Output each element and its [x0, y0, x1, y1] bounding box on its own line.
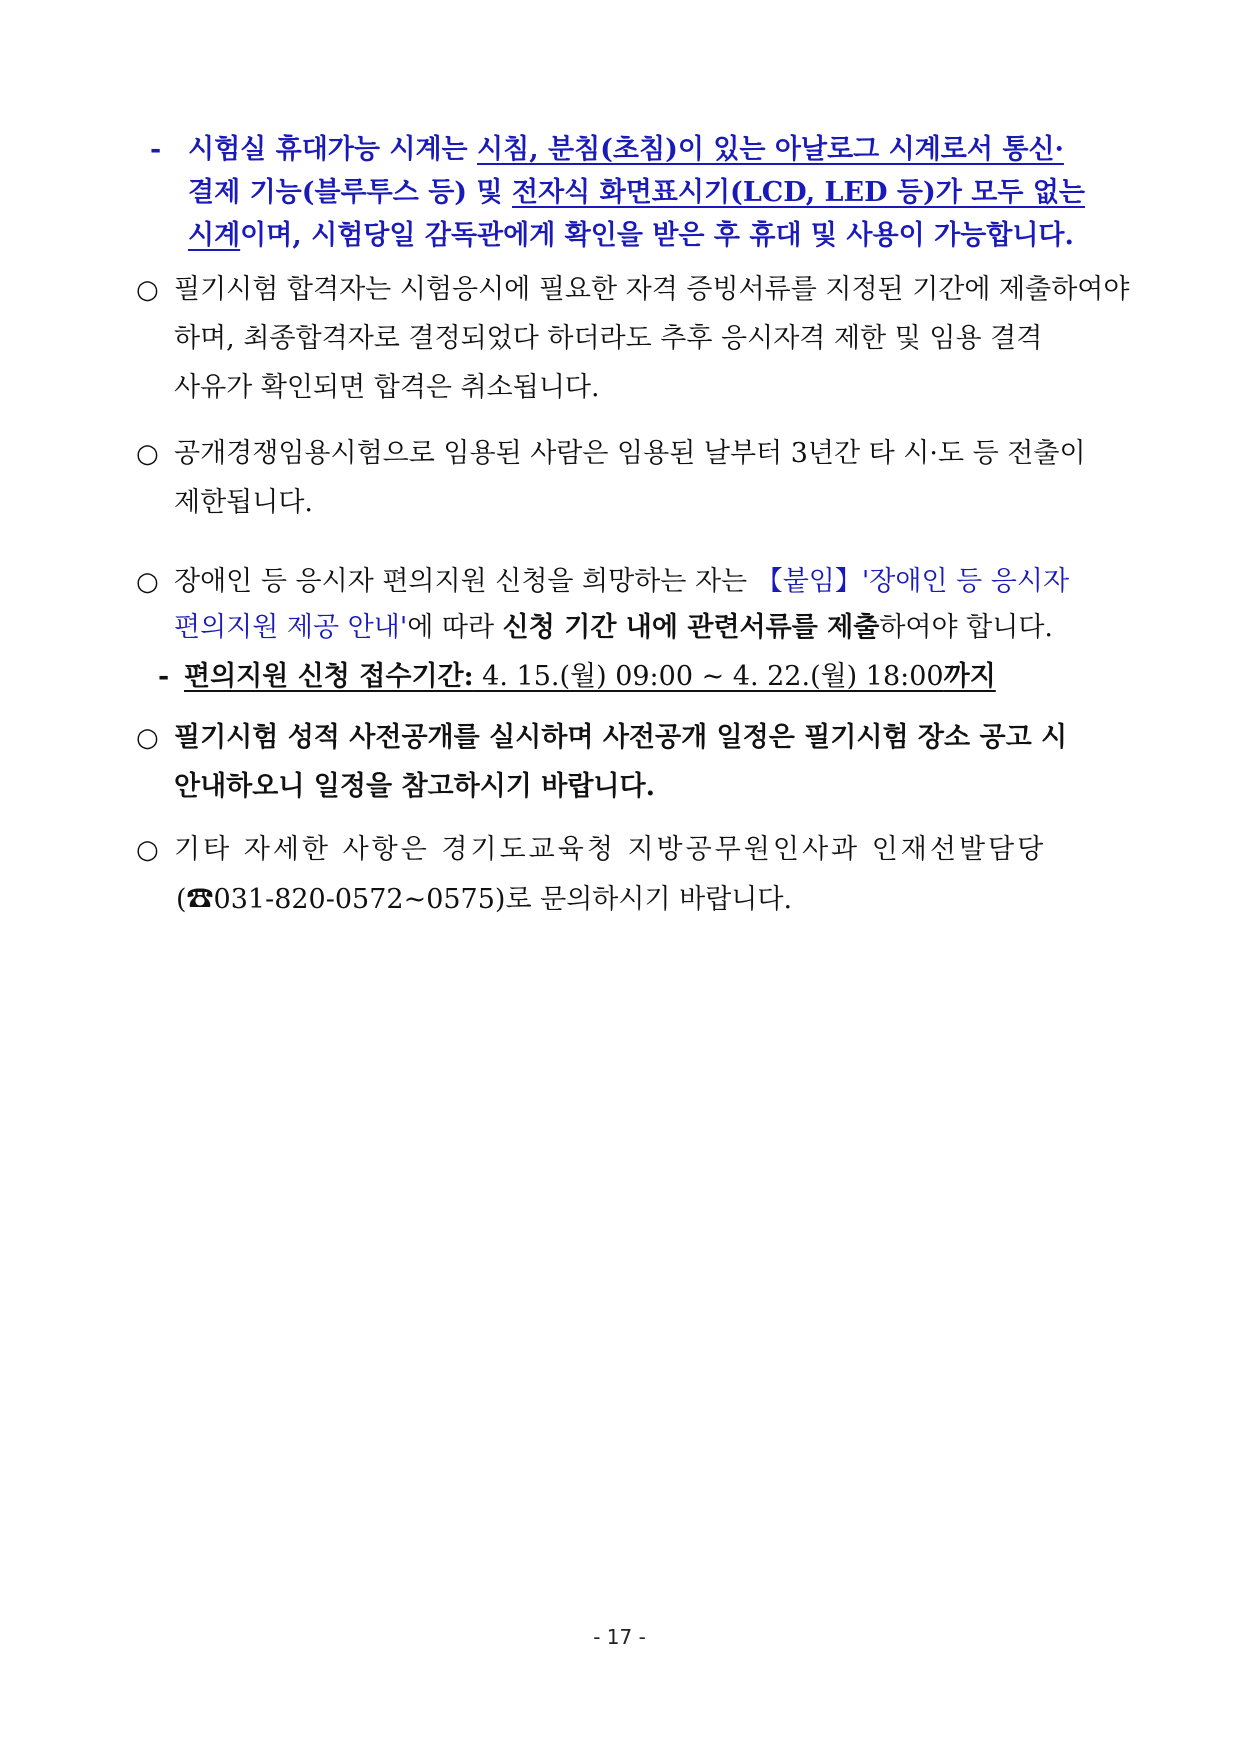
paragraph-text: 안내하오니 일정을 참고하시기 바랍니다. [174, 771, 655, 802]
watch-rule-line-3 [188, 216, 1074, 256]
circle-bullet: ○ [136, 723, 159, 753]
paragraph-text: 장애인 등 응시자 편의지원 신청을 희망하는 자는 [174, 566, 756, 597]
paragraph-line [174, 830, 1046, 870]
paragraph-line [174, 767, 655, 807]
paragraph-line [174, 319, 1042, 359]
paragraph-line [174, 562, 1069, 602]
paragraph-text: 에 따라 [407, 612, 503, 643]
application-period-suffix: 까지 [943, 661, 996, 692]
paragraph-line [174, 368, 600, 408]
watch-rule-underlined-text: 시침, 분침(초침)이 있는 아날로그 시계로서 통신· [477, 134, 1064, 165]
watch-rule-underlined-text: 시계 [188, 220, 241, 251]
paragraph-line [174, 270, 1130, 310]
paragraph-line [174, 608, 1053, 648]
paragraph-line [174, 718, 1067, 758]
application-period-dates: 4. 15.(월) 09:00 ~ 4. 22.(월) 18:00 [473, 661, 944, 692]
application-period-label: 편의지원 신청 접수기간: [184, 661, 474, 692]
phone-number: 031-820-0572~0575 [213, 884, 495, 915]
dash-marker: - [158, 661, 170, 692]
circle-bullet: ○ [136, 275, 159, 305]
attachment-reference: 【붙임】'장애인 등 응시자 [755, 566, 1070, 597]
watch-rule-text: 이며, 시험당일 감독관에게 확인을 받은 후 휴대 및 사용이 가능 [240, 220, 987, 251]
watch-rule-underlined-text: 전자식 화면표시기(LCD, LED 등)가 모두 없는 [511, 177, 1085, 208]
paragraph-text: 기타 자세한 사항은 경기도교육청 지방공무원인사과 인재선발담당 [174, 834, 1047, 865]
watch-rule-text: 결제 기능(블루투스 등) 및 [188, 177, 512, 208]
paragraph-line [174, 434, 1086, 474]
paragraph-text: 하며, 최종합격자로 결정되었다 하더라도 추후 응시자격 제한 및 임용 결격 [174, 323, 1043, 354]
watch-rule-text: 합니다. [986, 220, 1074, 251]
circle-bullet: ○ [136, 835, 159, 865]
circle-bullet: ○ [136, 439, 159, 469]
circle-bullet: ○ [136, 567, 159, 597]
watch-rule-line-2 [188, 173, 1085, 213]
dash-marker: - [150, 134, 162, 165]
paragraph-text: )로 문의하시기 바랍니다. [494, 884, 793, 915]
attachment-reference: 편의지원 제공 안내' [174, 612, 408, 643]
paragraph-text: 사유가 확인되면 합격은 취소됩니다. [174, 372, 600, 403]
paragraph-text: ( [176, 884, 187, 915]
paragraph-line [174, 483, 313, 523]
contact-line [176, 880, 792, 920]
paragraph-text: 필기시험 성적 사전공개를 실시하며 사전공개 일정은 필기시험 장소 공고 시 [174, 722, 1068, 753]
application-period-line [184, 657, 996, 697]
watch-rule-text: 시험실 휴대가능 시계는 [188, 134, 478, 165]
paragraph-text: 하여야 합니다. [879, 612, 1054, 643]
emphasis-text: 신청 기간 내에 관련서류를 제출 [502, 612, 880, 643]
paragraph-text: 제한됩니다. [174, 487, 313, 518]
watch-rule-line-1 [188, 130, 1064, 170]
page-number: - 17 - [593, 1625, 646, 1649]
paragraph-text: 공개경쟁임용시험으로 임용된 사람은 임용된 날부터 3년간 타 시·도 등 전출이 [174, 438, 1086, 469]
phone-icon: ☎ [186, 884, 214, 915]
paragraph-text: 필기시험 합격자는 시험응시에 필요한 자격 증빙서류를 지정된 기간에 제출하여야 [174, 274, 1130, 305]
